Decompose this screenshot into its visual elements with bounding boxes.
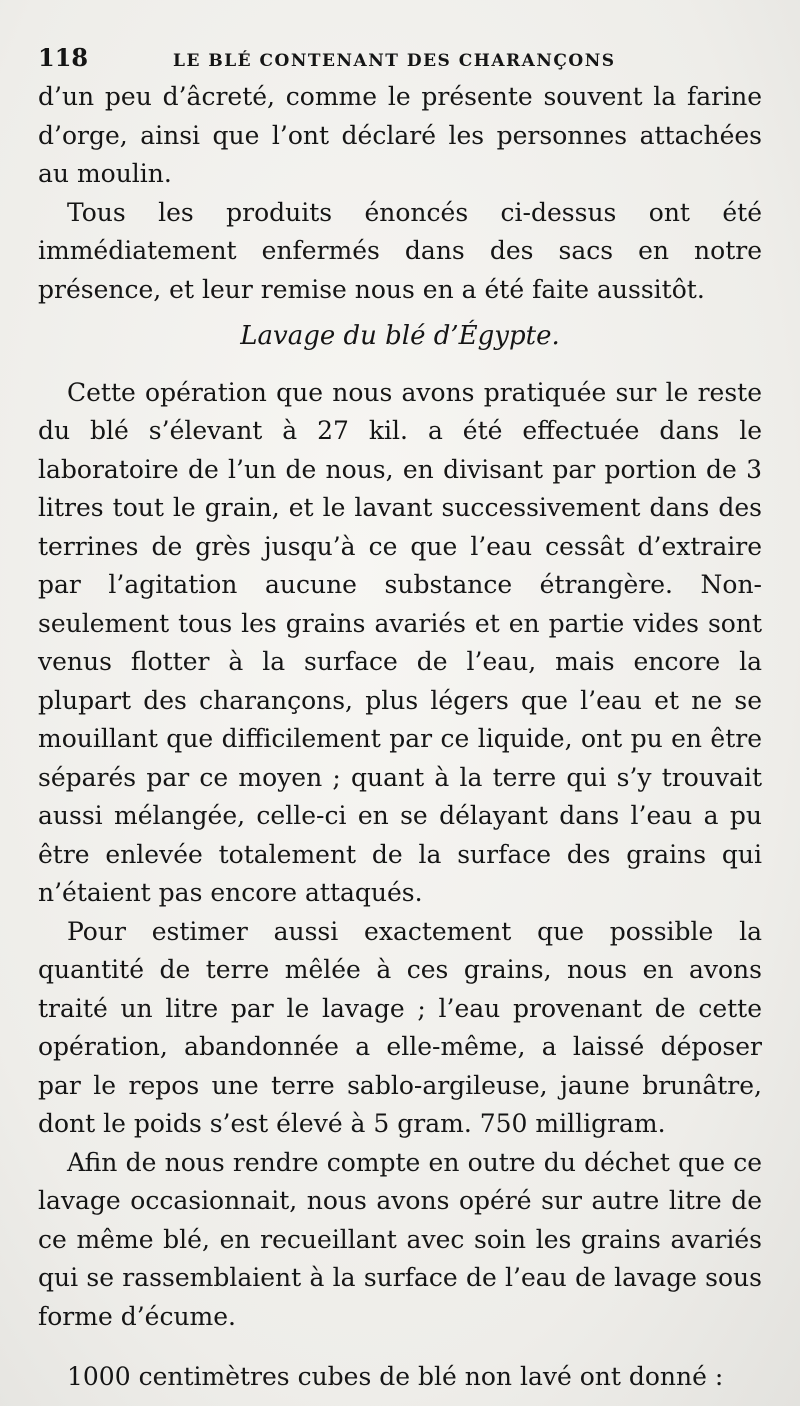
paragraph-washing-operation: Cette opération que nous avons pratiquée sur le reste du blé s’élevant à 27 kil. a été effectuée dans le laboratoire de l’un de nous, en divisant par portion de 3 litres tout le grain, et le lavant successivement dans des terrines de grès jusqu’à ce que l’eau cessât d’extraire par l’agitation aucune substance étrangère. Non-seulement tous les grains avariés et en partie vides sont venus flotter à la surface de l’eau, mais encore la plupart des charançons, plus légers que l’eau et ne se mouillant que difficilement par ce liquide, ont pu en être séparés par ce moyen ; quant à la terre qui s’y trouvait aussi mélangée, celle-ci en se délayant dans l’eau a pu être enlevée totalement de la surface des grains qui n’étaient pas encore attaqués.: [38, 377, 762, 907]
page-text: [38, 38, 762, 1397]
running-head: LE BLÉ CONTENANT DES CHARANÇONS: [173, 51, 616, 71]
page-number: 118: [38, 43, 89, 72]
page-header: [38, 38, 762, 78]
paragraph-earth-estimate: Pour estimer aussi exactement que possible la quantité de terre mêlée à ces grains, nous en avons traité un litre par le lavage ; l’eau provenant de cette opération, abandonnée a elle-même, a laissé déposer par le repos une terre sablo-argileuse, jaune brunâtre, dont le poids s’est élevé à 5 gram. 750 milligram.: [38, 916, 762, 1138]
paragraph-products-bagged: Tous les produits énoncés ci-dessus ont été immédiatement enfermés dans des sacs en notre présence, et leur remise nous en a été faite aussitôt.: [38, 197, 762, 304]
paragraph-continued: d’un peu d’âcreté, comme le présente souvent la farine d’orge, ainsi que l’ont déclaré les personnes attachées au moulin.: [38, 82, 762, 188]
section-title: Lavage du blé d’Égypte.: [240, 321, 560, 351]
paragraph-waste-estimate: Afin de nous rendre compte en outre du déchet que ce lavage occasionnait, nous avons opéré sur autre litre de ce même blé, en recueillant avec soin les grains avariés qui se rassemblaient à la surface de l’eau de lavage sous forme d’écume.: [38, 1147, 762, 1331]
paragraph-result-intro: 1000 centimètres cubes de blé non lavé ont donné :: [67, 1362, 724, 1391]
